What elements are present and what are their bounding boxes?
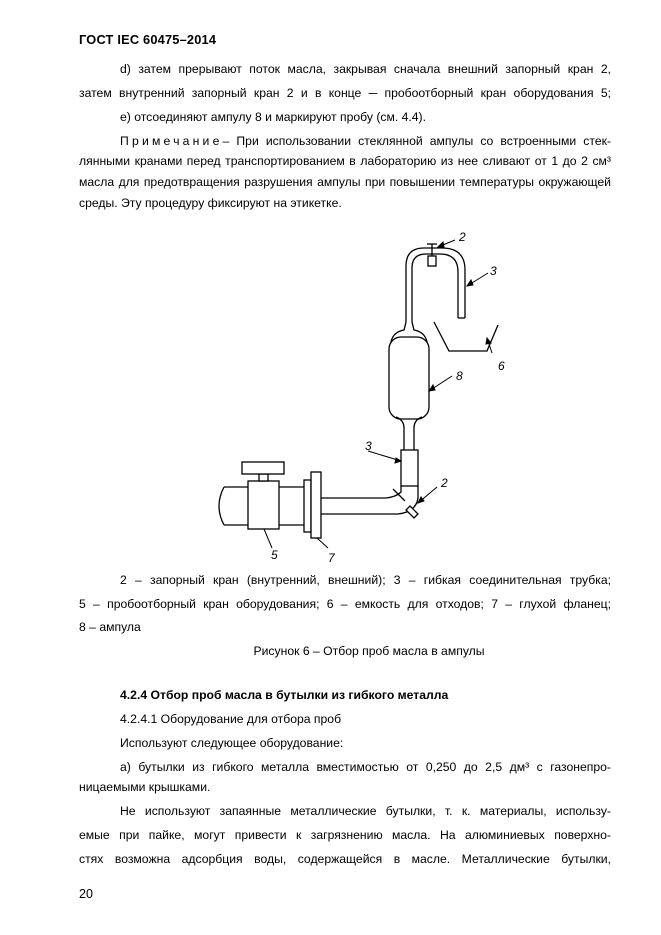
equipment-valve-icon [248,481,279,529]
ampoule-icon [389,337,429,419]
section-heading: 4.2.4 Отбор проб масла в бутылки из гибкого металла [120,688,449,702]
note-line4: среды. Эту процедуру фиксируют на этикетке. [79,196,342,210]
figure-caption: Рисунок 6 – Отбор проб масла в ампулы [253,644,485,658]
lower-tube-icon [401,450,418,486]
label-tube-top: 3 [490,264,497,278]
section-p1: Используют следующее оборудование: [120,736,344,750]
note-line1-text: – При использовании стеклянной ампулы со встроенными стек- [222,134,611,148]
note-line2: лянными кранами перед транспортированием в лабораторию из нее сливают от 1 до 2 см³ [79,154,611,168]
document-header: ГОСТ IEC 60475–2014 [79,32,217,47]
para-d-line2: затем внутренний запорный кран 2 и в конце ─ пробоотборный кран оборудования 5; [79,86,611,100]
para-d-line1: d) затем прерывают поток масла, закрывая сначала внешний запорный кран 2, [120,62,611,76]
top-valve-icon [428,256,436,266]
legend-line3: 8 – ампула [79,620,141,634]
page-number: 20 [79,887,93,901]
section-p3-line1: Не используют запаянные металлические бутылки, т. к. материалы, использу- [120,804,611,818]
section-p2-line2: ницаемыми крышками. [79,780,211,794]
section-p3-line3: стях возможна адсорбция воды, содержащейся в масле. Металлические бутылки, [79,852,611,866]
label-valve-bottom: 2 [441,476,448,490]
label-container: 6 [498,359,505,373]
section-p2-line1: a) бутылки из гибкого металла вместимостью от 0,250 до 2,5 дм³ с газонепро- [120,760,611,774]
note-label: Примечание [120,134,223,148]
label-ampoule: 8 [456,369,463,383]
legend-line1: 2 – запорный кран (внутренний, внешний); 3 – гибкая соединительная трубка; [120,573,611,587]
legend-line2: 5 – пробоотборный кран оборудования; 6 – емкость для отходов; 7 – глухой фланец; [79,597,611,611]
label-flange: 7 [328,551,335,565]
label-tube-bottom: 3 [365,439,372,453]
label-valve-top: 2 [459,230,466,244]
note-line3: масла для предотвращения разрушения ампулы при повышении температуры окружающей [79,175,611,189]
para-e: e) отсоединяют ампулу 8 и маркируют пробу (см. 4.4). [120,110,427,124]
subsection-heading: 4.2.4.1 Оборудование для отбора проб [120,712,342,726]
label-equipment-valve: 5 [271,548,278,562]
waste-container-icon [434,322,498,351]
equipment-pipe [279,487,304,525]
bottom-valve-icon [406,506,418,518]
section-p3-line2: емые при пайке, могут привести к загрязнению масла. На алюминиевых поверхно- [79,828,611,842]
flange-icon [304,480,311,532]
